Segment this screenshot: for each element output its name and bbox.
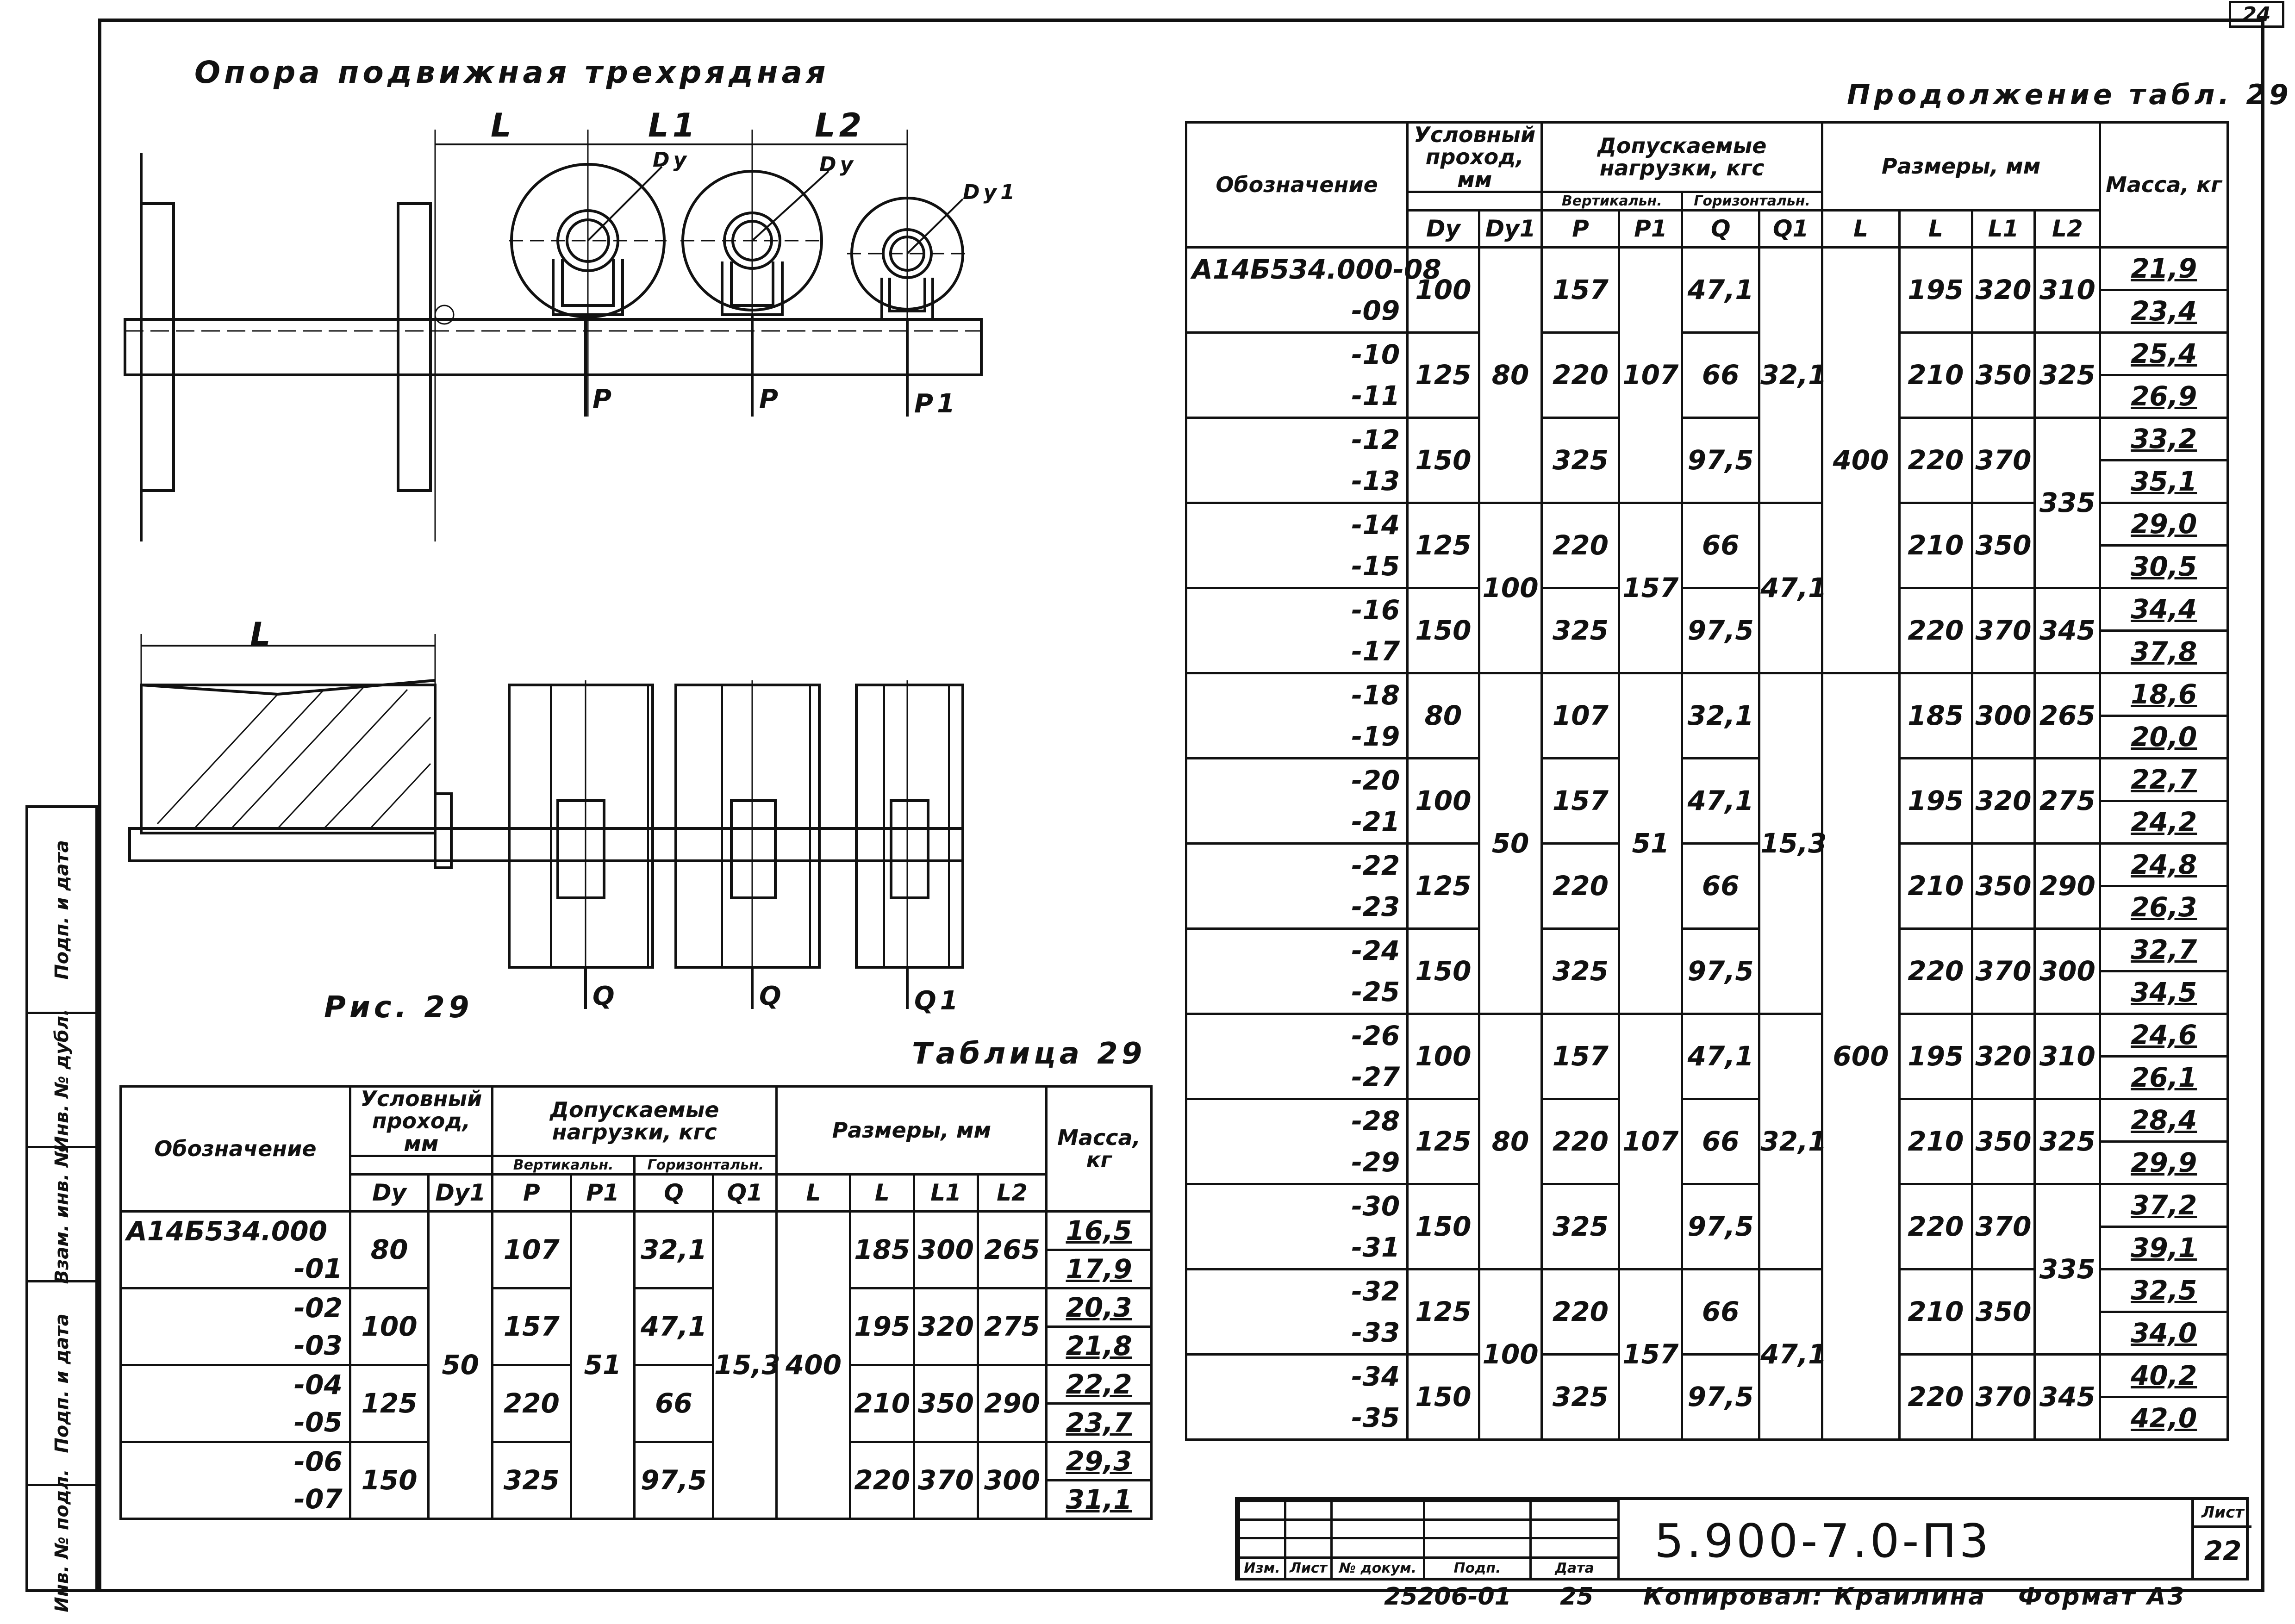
column-header: L (1822, 210, 1899, 247)
p1-cell: 157 (1619, 1269, 1682, 1439)
header-mass: Масса, кг (1047, 1087, 1152, 1212)
designation-cell: -11 (1186, 375, 1408, 417)
table-row (1186, 673, 2228, 716)
p1-cell: 51 (571, 1211, 635, 1518)
q-cell: 47,1 (635, 1288, 713, 1365)
mass-cell: 40,2 (2100, 1354, 2228, 1397)
mass-cell: 42,0 (2100, 1397, 2228, 1439)
designation-cell: -07 (121, 1480, 350, 1518)
designation-cell: -34 (1186, 1354, 1408, 1397)
p1-cell: 107 (1619, 247, 1682, 503)
dy-cell: 125 (1408, 503, 1479, 588)
load-Q: Q (759, 981, 785, 1011)
p-cell: 157 (1542, 1014, 1619, 1099)
designation-cell: -03 (121, 1326, 350, 1365)
col-list: Лист (1285, 1558, 1332, 1579)
footer-number: 25206-01 (1384, 1583, 1511, 1611)
dy-cell: 150 (1408, 1184, 1479, 1269)
l2-cell: 275 (2035, 758, 2100, 843)
side-label: Инв. № подл. (51, 1468, 73, 1612)
dy1-cell: 50 (429, 1211, 493, 1518)
dy1-cell: 50 (1479, 673, 1542, 1014)
mass-cell: 34,0 (2100, 1312, 2228, 1354)
header-spacer (1408, 192, 1542, 210)
dy-cell: 150 (350, 1442, 429, 1518)
col-izm: Изм. (1239, 1558, 1285, 1579)
dim-Dy1: Dy1 (963, 180, 1018, 204)
column-header: L2 (2035, 210, 2100, 247)
designation-cell: -05 (121, 1403, 350, 1442)
dy-cell: 80 (1408, 673, 1479, 758)
drawing-title: Опора подвижная трехрядная (194, 55, 829, 90)
q-cell: 47,1 (1682, 1014, 1759, 1099)
l2-cell: 290 (2035, 843, 2100, 928)
p-cell: 157 (1542, 758, 1619, 843)
column-header: L2 (978, 1174, 1046, 1211)
load-P1: P1 (914, 389, 959, 419)
load-Q1: Q1 (914, 986, 962, 1016)
p-cell: 220 (1542, 503, 1619, 588)
mass-cell: 29,0 (2100, 503, 2228, 545)
l1-cell: 350 (914, 1365, 978, 1442)
l2-cell: 325 (2035, 1099, 2100, 1184)
l1-cell: 350 (1972, 1269, 2035, 1354)
side-label: Подп. и дата (51, 840, 73, 980)
mass-cell: 29,9 (2100, 1141, 2228, 1184)
l-cell: 185 (850, 1211, 914, 1288)
q-cell: 32,1 (1682, 673, 1759, 758)
l-cell: 195 (1900, 1014, 1972, 1099)
designation-cell: -01 (121, 1250, 350, 1288)
l1-cell: 320 (914, 1288, 978, 1365)
designation-cell: -14 (1186, 503, 1408, 545)
p-cell: 325 (1542, 417, 1619, 503)
table-row (1186, 417, 2228, 460)
designation-cell: -16 (1186, 588, 1408, 630)
l2-cell: 265 (978, 1211, 1046, 1288)
l-cell: 210 (1900, 1269, 1972, 1354)
l-cell: 220 (1900, 928, 1972, 1014)
column-header: Dy1 (429, 1174, 493, 1211)
header-horizontal: Горизонтальн. (1682, 192, 1822, 210)
sheet-number: 22 (2204, 1535, 2242, 1567)
dy1-cell: 80 (1479, 1014, 1542, 1269)
l2-cell: 345 (2035, 1354, 2100, 1439)
l-cell: 210 (850, 1365, 914, 1442)
q-cell: 47,1 (1682, 247, 1759, 332)
mass-cell: 24,2 (2100, 801, 2228, 843)
mass-cell: 29,3 (1047, 1442, 1152, 1480)
p-cell: 220 (493, 1365, 571, 1442)
p-cell: 325 (1542, 1354, 1619, 1439)
dim-L: L (491, 106, 515, 144)
designation-cell: -19 (1186, 716, 1408, 758)
q-cell: 97,5 (635, 1442, 713, 1518)
p1-cell: 51 (1619, 673, 1682, 1014)
table-row (1186, 843, 2228, 886)
l2-cell: 310 (2035, 247, 2100, 332)
designation-cell: -06 (121, 1442, 350, 1480)
designation-cell: -22 (1186, 843, 1408, 886)
dy1-cell: 100 (1479, 1269, 1542, 1439)
l2-cell: 310 (2035, 1014, 2100, 1099)
q1-cell: 47,1 (1759, 1269, 1822, 1439)
table-row (121, 1365, 1152, 1403)
dy-cell: 150 (1408, 588, 1479, 673)
l-cell: 220 (1900, 1184, 1972, 1269)
p-cell: 220 (1542, 1099, 1619, 1184)
q1-cell: 47,1 (1759, 503, 1822, 673)
p-cell: 157 (493, 1288, 571, 1365)
col-doc: № докум. (1332, 1558, 1424, 1579)
q-cell: 66 (1682, 1099, 1759, 1184)
l1-cell: 370 (1972, 1184, 2035, 1269)
l1-cell: 320 (1972, 1014, 2035, 1099)
mass-cell: 23,4 (2100, 290, 2228, 332)
dy-cell: 125 (350, 1365, 429, 1442)
dim-Dy: Dy (819, 153, 857, 176)
side-label: Инв. № дубл. (51, 1008, 73, 1151)
q1-cell: 32,1 (1759, 247, 1822, 503)
l1-cell: 370 (914, 1442, 978, 1518)
l1-cell: 370 (1972, 1354, 2035, 1439)
dim-L2: L2 (815, 106, 866, 144)
q-cell: 66 (635, 1365, 713, 1442)
dy-cell: 100 (1408, 758, 1479, 843)
p-cell: 325 (1542, 588, 1619, 673)
p-cell: 325 (1542, 928, 1619, 1014)
load-P: P (592, 384, 616, 414)
q-cell: 66 (1682, 843, 1759, 928)
header-sizes: Размеры, мм (1822, 123, 2100, 211)
l-cell: 220 (1900, 588, 1972, 673)
p1-cell: 107 (1619, 1014, 1682, 1269)
p1-cell: 157 (1619, 503, 1682, 673)
dy-cell: 100 (350, 1288, 429, 1365)
l1-cell: 370 (1972, 588, 2035, 673)
dy1-cell: 100 (1479, 503, 1542, 673)
l2-cell: 300 (978, 1442, 1046, 1518)
header-nominal: Условный проход, мм (350, 1087, 492, 1156)
sheet-label: Лист (2194, 1500, 2251, 1528)
header-spacer (350, 1156, 492, 1174)
header-designation: Обозначение (1186, 123, 1408, 248)
designation-cell: -15 (1186, 545, 1408, 588)
table-row (1186, 1354, 2228, 1397)
l-cell: 185 (1900, 673, 1972, 758)
table-row (121, 1211, 1152, 1250)
q-cell: 97,5 (1682, 1184, 1759, 1269)
l1-cell: 350 (1972, 332, 2035, 417)
column-header: P1 (571, 1174, 635, 1211)
l1-cell: 350 (1972, 843, 2035, 928)
mass-cell: 35,1 (2100, 460, 2228, 503)
designation-cell: -04 (121, 1365, 350, 1403)
table-row (1186, 247, 2228, 290)
col-date: Дата (1531, 1558, 1619, 1579)
column-header: Q (1682, 210, 1759, 247)
dy-cell: 150 (1408, 1354, 1479, 1439)
dy-cell: 125 (1408, 332, 1479, 417)
table-row (121, 1288, 1152, 1326)
q-cell: 66 (1682, 332, 1759, 417)
l1-cell: 350 (1972, 503, 2035, 588)
designation-cell: -18 (1186, 673, 1408, 716)
column-header: Q (635, 1174, 713, 1211)
mass-cell: 22,2 (1047, 1365, 1152, 1403)
mass-cell: 28,4 (2100, 1099, 2228, 1141)
l2-cell: 275 (978, 1288, 1046, 1365)
l-cell: 210 (1900, 332, 1972, 417)
revision-table (1238, 1500, 1620, 1580)
l-cell: 210 (1900, 503, 1972, 588)
table-row (1186, 588, 2228, 630)
header-loads: Допускаемые нагрузки, кгс (493, 1087, 777, 1156)
column-header: L (1900, 210, 1972, 247)
designation-cell: А14Б534.000-08 (1186, 247, 1408, 290)
q-cell: 97,5 (1682, 1354, 1759, 1439)
table-row (1186, 332, 2228, 375)
table-29 (119, 1085, 1153, 1520)
footer-page: 25 (1560, 1583, 1594, 1611)
mass-cell: 39,1 (2100, 1226, 2228, 1269)
dy-cell: 100 (1408, 1014, 1479, 1099)
dy-cell: 150 (1408, 928, 1479, 1014)
header-horizontal: Горизонтальн. (635, 1156, 777, 1174)
col-sign: Подп. (1424, 1558, 1531, 1579)
l2-cell: 300 (2035, 928, 2100, 1014)
mass-cell: 24,8 (2100, 843, 2228, 886)
header-designation: Обозначение (121, 1087, 350, 1212)
table-row (1186, 928, 2228, 971)
q-cell: 66 (1682, 1269, 1759, 1354)
mass-cell: 30,5 (2100, 545, 2228, 588)
column-header: P (1542, 210, 1619, 247)
l2-cell: 335 (2035, 417, 2100, 588)
q-cell: 97,5 (1682, 928, 1759, 1014)
l2-cell: 290 (978, 1365, 1046, 1442)
l-cell: 195 (1900, 247, 1972, 332)
l-cell: 195 (1900, 758, 1972, 843)
table-row (1186, 758, 2228, 801)
designation-cell: -27 (1186, 1056, 1408, 1099)
column-header: L1 (1972, 210, 2035, 247)
l1-cell: 350 (1972, 1099, 2035, 1184)
designation-cell: -30 (1186, 1184, 1408, 1226)
mass-cell: 21,9 (2100, 247, 2228, 290)
mass-cell: 26,1 (2100, 1056, 2228, 1099)
designation-cell: -25 (1186, 971, 1408, 1014)
mass-cell: 37,8 (2100, 630, 2228, 673)
column-header: Q1 (713, 1174, 777, 1211)
column-header: Q1 (1759, 210, 1822, 247)
dim-L: L (250, 616, 274, 653)
q1-cell: 15,3 (713, 1211, 777, 1518)
mass-cell: 26,3 (2100, 886, 2228, 928)
l2-cell: 265 (2035, 673, 2100, 758)
l-cell: 220 (1900, 417, 1972, 503)
column-header: P1 (1619, 210, 1682, 247)
mass-cell: 23,7 (1047, 1403, 1152, 1442)
designation-cell: -21 (1186, 801, 1408, 843)
mass-cell: 33,2 (2100, 417, 2228, 460)
designation-cell: -24 (1186, 928, 1408, 971)
designation-cell: А14Б534.000 (121, 1211, 350, 1250)
l1-cell: 320 (1972, 247, 2035, 332)
l2-cell: 335 (2035, 1184, 2100, 1354)
drawing-code: 5.900-7.0-П3 (1654, 1514, 1992, 1568)
l1-cell: 370 (1972, 417, 2035, 503)
mass-cell: 16,5 (1047, 1211, 1152, 1250)
p-cell: 325 (1542, 1184, 1619, 1269)
length-cell: 400 (777, 1211, 850, 1518)
p-cell: 220 (1542, 1269, 1619, 1354)
mass-cell: 20,0 (2100, 716, 2228, 758)
mass-cell: 32,5 (2100, 1269, 2228, 1312)
side-label: Взам. инв. № (51, 1145, 73, 1284)
column-header: L1 (914, 1174, 978, 1211)
l-cell: 210 (1900, 843, 1972, 928)
designation-cell: -10 (1186, 332, 1408, 375)
designation-cell: -33 (1186, 1312, 1408, 1354)
mass-cell: 24,6 (2100, 1014, 2228, 1056)
dy-cell: 150 (1408, 417, 1479, 503)
mass-cell: 34,4 (2100, 588, 2228, 630)
designation-cell: -09 (1186, 290, 1408, 332)
mass-cell: 20,3 (1047, 1288, 1152, 1326)
q-cell: 66 (1682, 503, 1759, 588)
header-vertical: Вертикальн. (1542, 192, 1682, 210)
l1-cell: 370 (1972, 928, 2035, 1014)
l-cell: 195 (850, 1288, 914, 1365)
l-cell: 210 (1900, 1099, 1972, 1184)
dy-cell: 100 (1408, 247, 1479, 332)
designation-cell: -02 (121, 1288, 350, 1326)
header-sizes: Размеры, мм (777, 1087, 1047, 1175)
column-header: L (850, 1174, 914, 1211)
mass-cell: 32,7 (2100, 928, 2228, 971)
l1-cell: 300 (914, 1211, 978, 1288)
designation-cell: -28 (1186, 1099, 1408, 1141)
l2-cell: 345 (2035, 588, 2100, 673)
table-row (1186, 1184, 2228, 1226)
column-header: Dy1 (1479, 210, 1542, 247)
p-cell: 107 (1542, 673, 1619, 758)
q1-cell: 32,1 (1759, 1014, 1822, 1269)
sheet-box (2191, 1500, 2251, 1578)
header-nominal: Условный проход, мм (1408, 123, 1542, 192)
q-cell: 97,5 (1682, 417, 1759, 503)
dim-L1: L1 (648, 106, 699, 144)
length-cell: 400 (1822, 247, 1899, 673)
designation-cell: -23 (1186, 886, 1408, 928)
mass-cell: 17,9 (1047, 1250, 1152, 1288)
mass-cell: 37,2 (2100, 1184, 2228, 1226)
mass-cell: 22,7 (2100, 758, 2228, 801)
dy-cell: 125 (1408, 1099, 1479, 1184)
p-cell: 107 (493, 1211, 571, 1288)
designation-cell: -20 (1186, 758, 1408, 801)
mass-cell: 26,9 (2100, 375, 2228, 417)
table-continued-caption: Продолжение табл. 29 (1847, 79, 2292, 111)
title-block (1235, 1497, 2249, 1580)
designation-cell: -31 (1186, 1226, 1408, 1269)
mass-cell: 18,6 (2100, 673, 2228, 716)
designation-cell: -29 (1186, 1141, 1408, 1184)
header-mass: Масса, кг (2100, 123, 2228, 248)
mass-cell: 25,4 (2100, 332, 2228, 375)
column-header: Dy (1408, 210, 1479, 247)
l-cell: 220 (850, 1442, 914, 1518)
table-row (1186, 1014, 2228, 1056)
p-cell: 220 (1542, 843, 1619, 928)
l-cell: 220 (1900, 1354, 1972, 1439)
table-row (121, 1442, 1152, 1480)
load-P: P (759, 384, 782, 414)
q-cell: 47,1 (1682, 758, 1759, 843)
l2-cell: 325 (2035, 332, 2100, 417)
load-Q: Q (592, 981, 618, 1011)
dy-cell: 80 (350, 1211, 429, 1288)
column-header: P (493, 1174, 571, 1211)
q-cell: 32,1 (635, 1211, 713, 1288)
page-number: 24 (2229, 1, 2284, 28)
column-header: L (777, 1174, 850, 1211)
table-row (1186, 1099, 2228, 1141)
footer-copied: Копировал: Краилина (1643, 1583, 1987, 1611)
p-cell: 220 (1542, 332, 1619, 417)
designation-cell: -17 (1186, 630, 1408, 673)
dy-cell: 125 (1408, 1269, 1479, 1354)
length-cell: 600 (1822, 673, 1899, 1439)
dy1-cell: 80 (1479, 247, 1542, 503)
column-header: Dy (350, 1174, 429, 1211)
side-label: Подп. и дата (51, 1313, 73, 1453)
header-loads: Допускаемые нагрузки, кгс (1542, 123, 1822, 192)
figure-caption: Рис. 29 (324, 990, 473, 1025)
l1-cell: 320 (1972, 758, 2035, 843)
designation-cell: -32 (1186, 1269, 1408, 1312)
footer-format: Формат А3 (2018, 1583, 2186, 1611)
designation-cell: -35 (1186, 1397, 1408, 1439)
mass-cell: 34,5 (2100, 971, 2228, 1014)
p-cell: 325 (493, 1442, 571, 1518)
dy-cell: 125 (1408, 843, 1479, 928)
l1-cell: 300 (1972, 673, 2035, 758)
p-cell: 157 (1542, 247, 1619, 332)
mass-cell: 21,8 (1047, 1326, 1152, 1365)
q1-cell: 15,3 (1759, 673, 1822, 1014)
designation-cell: -12 (1186, 417, 1408, 460)
designation-cell: -26 (1186, 1014, 1408, 1056)
dim-Dy: Dy (653, 148, 691, 172)
designation-cell: -13 (1186, 460, 1408, 503)
table-29-continued (1185, 121, 2229, 1441)
header-vertical: Вертикальн. (493, 1156, 635, 1174)
q-cell: 97,5 (1682, 588, 1759, 673)
table-caption: Таблица 29 (912, 1037, 1146, 1071)
mass-cell: 31,1 (1047, 1480, 1152, 1518)
